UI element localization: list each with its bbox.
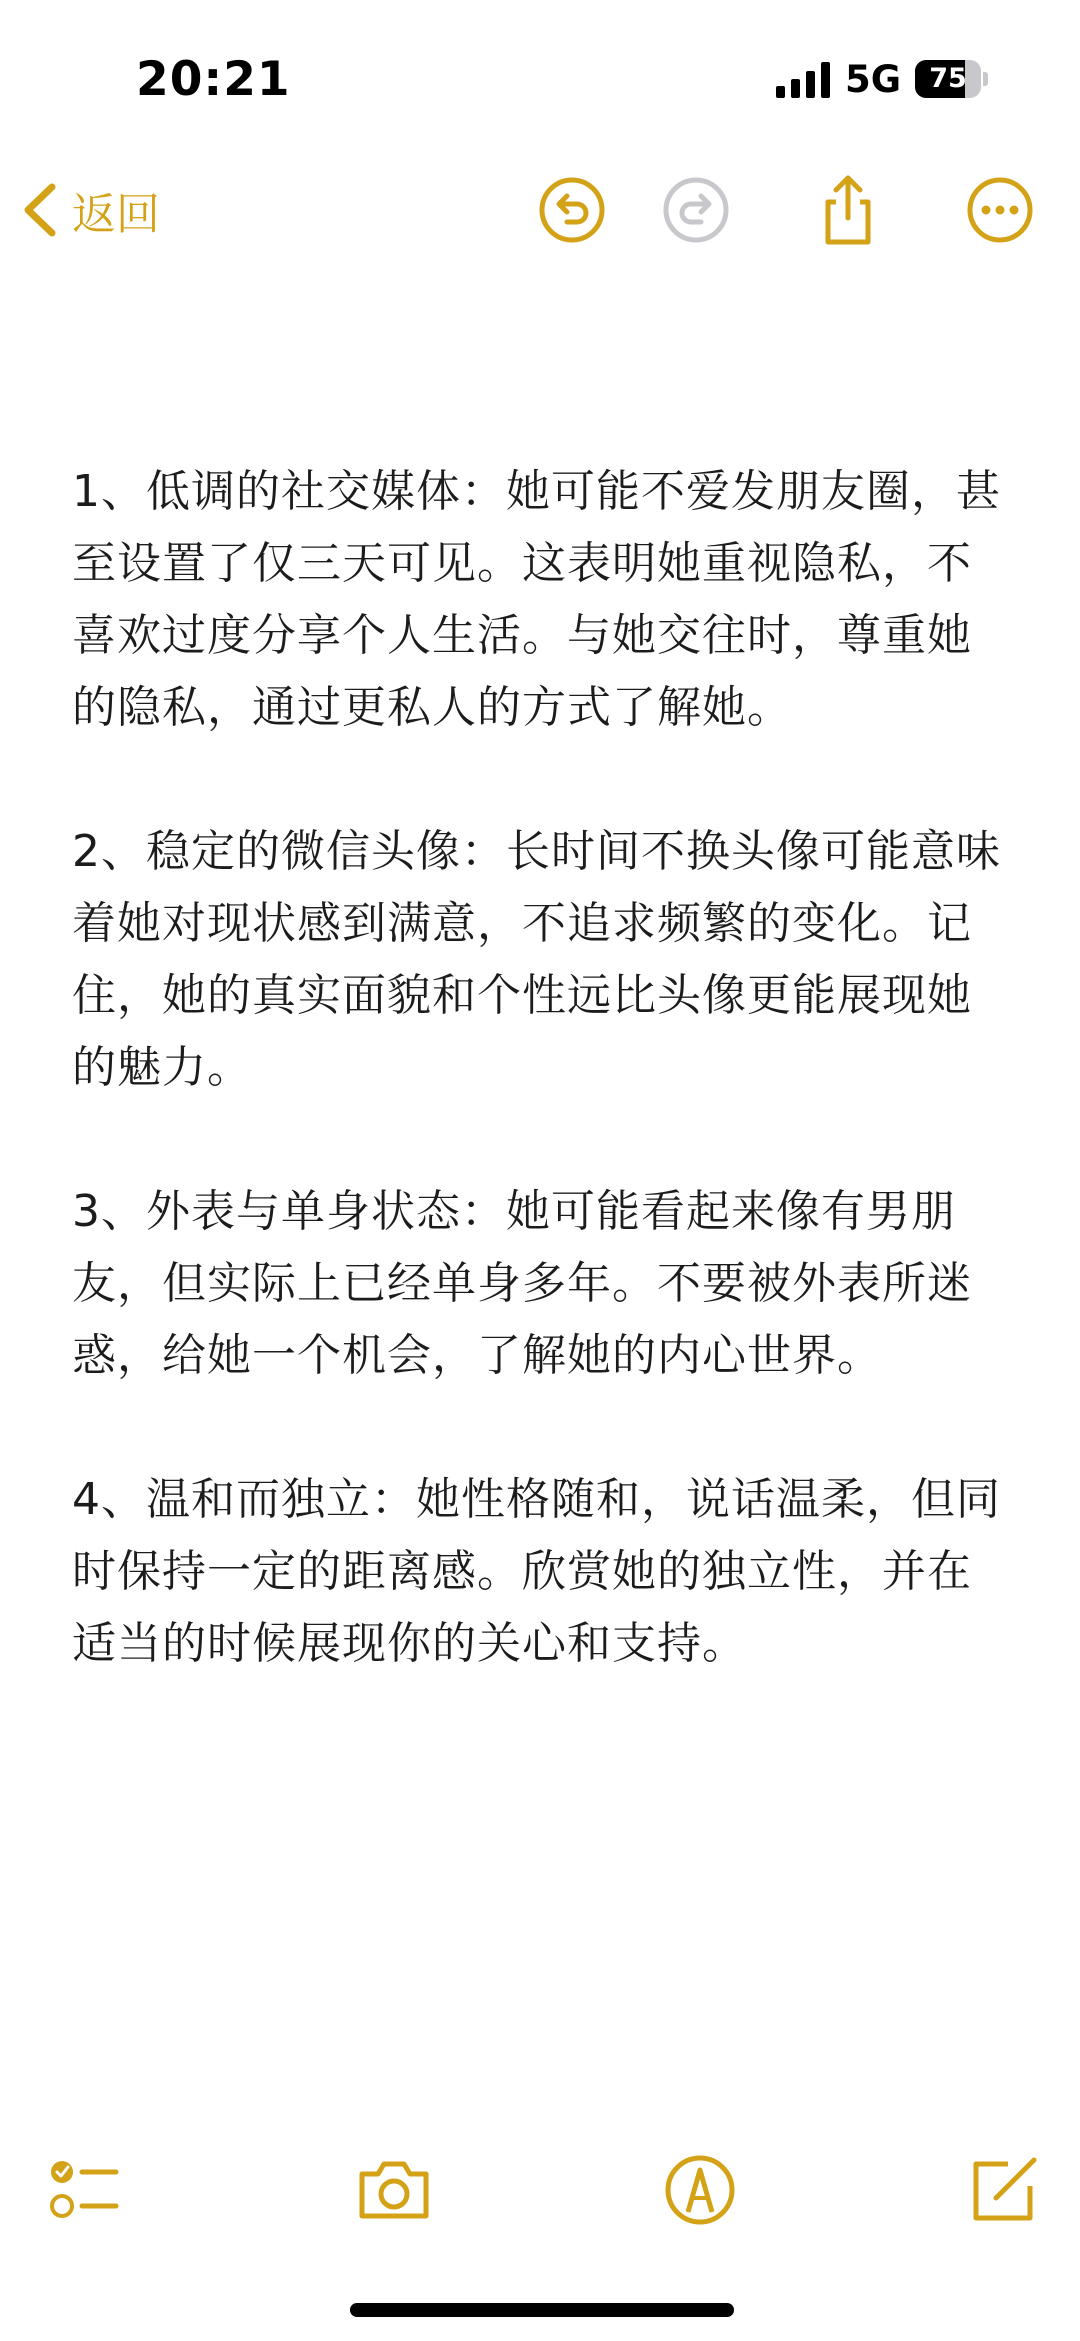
nav-bar xyxy=(0,150,1080,270)
more-icon[interactable] xyxy=(962,172,1038,248)
signal-icon xyxy=(776,62,832,98)
status-time: 20:21 xyxy=(136,52,291,107)
note-paragraph: 1、低调的社交媒体：她可能不爱发朋友圈，甚至设置了仅三天可见。这表明她重视隐私，不喜欢过度分享个人生活。与她交往时，尊重她的隐私，通过更私人的方式了解她。 xyxy=(72,466,1001,733)
undo-icon[interactable] xyxy=(534,172,610,248)
back-button[interactable] xyxy=(20,170,160,250)
redo-icon[interactable] xyxy=(658,172,734,248)
compose-icon[interactable] xyxy=(964,2150,1044,2230)
chevron-left-icon xyxy=(20,181,60,239)
battery-icon xyxy=(915,60,987,98)
network-type: 5G xyxy=(845,58,902,101)
battery-level: 75 xyxy=(929,63,967,94)
back-label: 返回 xyxy=(72,189,160,240)
note-paragraph: 2、稳定的微信头像：长时间不换头像可能意味着她对现状感到满意，不追求频繁的变化。记住，她的真实面貌和个性远比头像更能展现她的魅力。 xyxy=(72,826,1001,1093)
camera-icon[interactable] xyxy=(354,2150,434,2230)
status-bar xyxy=(0,0,1080,150)
note-paragraph: 4、温和而独立：她性格随和，说话温柔，但同时保持一定的距离感。欣赏她的独立性，并在适当的时候展现你的关心和支持。 xyxy=(72,1474,1001,1669)
bottom-toolbar xyxy=(0,2140,1080,2240)
checklist-icon[interactable] xyxy=(44,2150,124,2230)
home-indicator[interactable] xyxy=(350,2303,734,2317)
markup-icon[interactable] xyxy=(660,2150,740,2230)
note-paragraph: 3、外表与单身状态：她可能看起来像有男朋友，但实际上已经单身多年。不要被外表所迷惑，给她一个机会，了解她的内心世界。 xyxy=(72,1186,972,1381)
note-body[interactable] xyxy=(72,456,1012,1752)
share-icon[interactable] xyxy=(810,172,886,248)
